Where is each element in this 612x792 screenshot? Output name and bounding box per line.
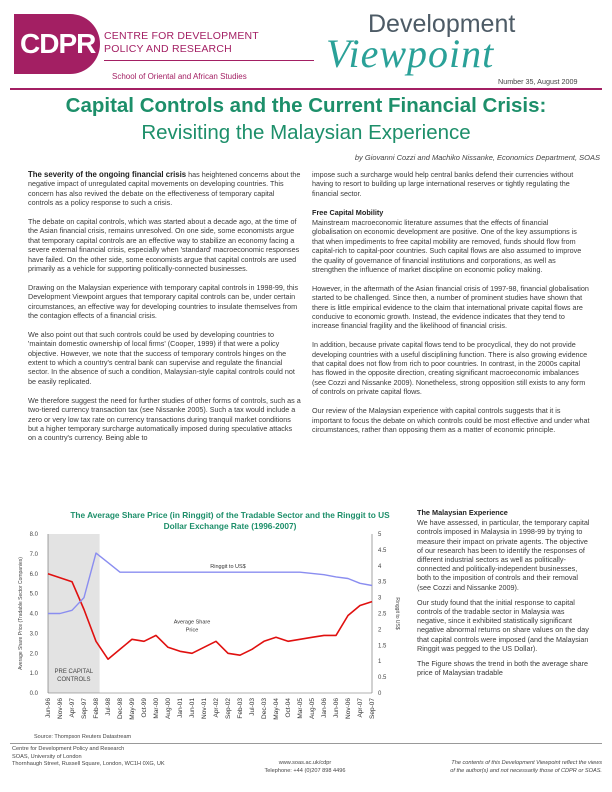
left-paragraph: We therefore suggest the need for further studies of other forms of controls, such as a two-tiered currency transaction tax (see Nissanke 2005). Such a tax would include a zero or very low tax rate on currency transactions during tranquil market conditions but a higher temporary surcharge automatically imposed during speculative attacks on a country's currency. Being able to [28,395,301,443]
x-tick-label: May-99 [129,698,136,720]
x-tick-label: Mar-00 [153,698,160,719]
y-tick-label: 3.0 [29,631,38,638]
y-tick-label: 7.0 [29,551,38,558]
y2-tick-label: 5 [378,532,382,538]
y2-axis-title: Ringgit to US$ [394,597,400,630]
share-price-chart [10,530,410,740]
annotation-share-price: Average Share [173,619,211,626]
y2-tick-label: 3 [378,595,382,602]
x-tick-label: Sep-97 [81,698,88,719]
y-tick-label: 2.0 [29,651,38,658]
article-byline: by Giovanni Cozzi and Machiko Nissanke, Economics Department, SOAS [354,153,600,162]
left-column [28,170,301,452]
shading-label: CONTROLS [57,677,91,683]
disclaimer-line2: of the author(s) and not necessarily those of CDPR or SOAS. [450,767,602,774]
lead-rest: has heightened concerns about the negative impact of unregulated capital movements on developing countries. This concern has also revived the debate on the effectiveness of temporary capital controls as a policy response to such a crisis. [28,170,301,208]
y2-tick-label: 4.5 [378,547,387,554]
series-title-development: Development [368,10,516,38]
y-tick-label: 4.0 [29,611,38,618]
left-paragraph: The debate on capital controls, which was started about a decade ago, at the time of the Asian financial crisis, remains unresolved. On one side, some economists argue that temporary capital controls are an effective way to stabilize an economy facing a severe external financial crisis, especially when 'standard' macroeconomic responses have failed. On the other side, some economists argue that capital controls are used primarily as a vehicle for supporting politically-connected businesses. [28,217,300,274]
x-tick-label: Jul-98 [105,698,112,716]
right-paragraph: impose such a surcharge would help central banks defend their currencies without having to resort to building up large international reserves or tightly regulating the financial sector. [312,170,574,198]
right-paragraph: Mainstream macroeconomic literature assumes that the effects of financial globalisation on economic development are positive. One of the key assumptions is that when impediments to free capital mobility are removed, funds should flow from capital-rich to capital-poor countries. Such capital flows are also assumed to improve the quality of governance of financial institutions and corporations, as well as strengthen the influence of market discipline on economic policy making. [312,218,582,275]
x-tick-label: Oct-99 [141,698,148,718]
x-tick-label: Aug-05 [309,698,316,719]
x-tick-label: Nov-01 [201,698,208,719]
section-heading-malaysian: The Malaysian Experience [417,508,508,517]
x-tick-label: Oct-04 [285,698,292,718]
footer-telephone: Telephone: +44 (0)207 898 4496 [264,767,346,774]
right-paragraph: The Figure shows the trend in both the average share price of Malaysian tradable [417,659,589,678]
right-column [312,170,590,444]
chart-title: The Average Share Price (in Ringgit) of the Tradable Sector and the Ringgit to US Dollar Exchange Rate (1996-2007) [70,510,390,531]
series-title-viewpoint: Viewpoint [326,31,495,76]
x-tick-label: Aug-00 [165,698,172,719]
right-paragraph: Our study found that the initial response to capital controls of the tradable sector in Malaysia was negative, since it exhibited statistically significant negative abnormal returns on share values on the day that capital controls were imposed (and the Malaysian Ringgit was pegged to the US Dollar). [417,597,589,653]
x-tick-label: Dec-98 [117,698,124,719]
x-tick-label: Nov-96 [57,698,64,719]
x-tick-label: Jun-96 [45,698,52,718]
footer-contact [240,760,370,775]
y-axis-title: Average Share Price (Tradable Sector Companies) [18,557,24,670]
y2-tick-label: 4 [378,563,382,570]
x-tick-label: Feb-98 [93,698,100,719]
annotation-ringgit: Ringgit to US$ [210,564,246,571]
right-paragraph: However, in the aftermath of the Asian financial crisis of 1997-98, financial globalisation started to be challenged. Since then, a number of prominent studies have shown that there is little empirical evidence to the claim that international private capital flows are conducive to economic growth. Instead, the evidence indicates that they tend to increase financial fragility and the likelihood of financial crisis. [312,283,589,331]
x-tick-label: Jun-06 [333,698,340,718]
x-tick-label: Apr-97 [69,698,76,718]
footer-address [12,746,272,769]
issue-number: Number 35, August 2009 [498,77,578,86]
y-tick-label: 1.0 [29,671,38,678]
footer-org: Centre for Development Policy and Research [12,746,125,752]
x-tick-label: Jun-01 [189,698,196,718]
y-tick-label: 5.0 [29,591,38,598]
annotation-share-price: Price [185,627,199,634]
section-heading-free-capital: Free Capital Mobility [312,207,384,217]
right-paragraph: In addition, because private capital flows tend to be procyclical, they do not provide developing countries with a useful disciplining function. There is also growing evidence that capital does not flow from rich to poor countries. In contrast, in the 2000s capital has flowed in the opposite direction, creating significant macroeconomic imbalances (see Cozzi and Nissanke 2009). Nonetheless, strong opposition still exists to any form of controls on private capital flows. [312,340,588,397]
lead-bold: The severity of the ongoing financial crisis [28,170,187,179]
centre-divider [104,60,314,61]
x-tick-label: Dec-03 [261,698,268,719]
article-title: Capital Controls and the Current Financial Crisis: [65,94,547,117]
footer-divider [10,743,602,744]
x-tick-label: Jul-03 [249,698,256,716]
y2-tick-label: 1.5 [378,643,387,650]
centre-name-line2: POLICY AND RESEARCH [104,43,232,55]
chart-source: Source: Thompson Reuters Datastream [34,734,132,740]
x-tick-label: Sep-07 [369,698,376,719]
x-tick-label: Sep-02 [225,698,232,719]
x-tick-label: Jan-01 [177,698,184,718]
y-tick-label: 6.0 [29,571,38,578]
header-divider [10,88,602,90]
footer-university: SOAS, University of London [12,753,82,760]
x-tick-label: Apr-07 [357,698,364,718]
x-tick-label: Apr-02 [213,698,220,718]
x-tick-label: Feb-03 [237,698,244,719]
y2-tick-label: 0.5 [378,675,387,682]
y-tick-label: 0.0 [29,691,38,697]
left-paragraph: Drawing on the Malaysian experience with temporary capital controls in 1998-99, this Development Viewpoint argues that temporary capital controls can be, under certain circumstances, an effective way for developing countries to insulate themselves from the contagion effects of a financial crisis. [28,282,299,321]
y2-tick-label: 3.5 [378,579,387,586]
y2-tick-label: 2.5 [378,611,387,618]
right-paragraph: We have assessed, in particular, the temporary capital controls imposed in Malaysia in 1998-99 by trying to measure their impact on private agents. The objective of our research has been to identify the responses of different industrial sectors as well as politically-connected and politically-independent businesses, both to the imposition of controls and their removal (see Cozzi and Nissanke 2009). [417,518,590,592]
x-tick-label: May-04 [273,698,280,720]
y2-tick-label: 2 [378,627,382,634]
left-paragraph: We also point out that such controls could be used by developing countries to 'maintain domestic ownership of local firms' (Cooper, 1999) if that were a policy objective. However, we note that the success of temporary controls hinges on the extent to which a country's central bank can supervise and regulate the financial sector. In the absence of such a condition, Malaysian-style capital controls could not be easily replicated. [28,329,295,386]
cdpr-logo: CDPR [14,14,100,74]
footer-disclaimer [370,760,602,775]
y-tick-label: 8.0 [29,532,38,538]
y2-tick-label: 1 [378,659,382,666]
centre-name [104,30,259,56]
school-name: School of Oriental and African Studies [112,72,247,81]
right-lower-column [417,508,592,683]
shading-label: PRE CAPITAL [54,669,94,675]
footer-street: Thornhaugh Street, Russell Square, London, WC1H 0XG, UK [12,761,165,767]
right-paragraph: Our review of the Malaysian experience with capital controls suggests that it is important to focus the debate on which controls could be most effective and under what circumstances, rather than opposing them as a matter of economic principle. [312,406,590,434]
x-tick-label: Mar-05 [297,698,304,719]
centre-name-line1: CENTRE FOR DEVELOPMENT [104,30,259,42]
x-tick-label: Nov-06 [345,698,352,719]
disclaimer-line1: The contents of this Development Viewpoint reflect the views [451,760,602,766]
y2-tick-label: 0 [378,691,382,697]
footer-web-link[interactable]: www.soas.ac.uk/cdpr [278,760,332,766]
x-tick-label: Jan-06 [321,698,328,718]
article-subtitle: Revisiting the Malaysian Experience [141,121,471,144]
